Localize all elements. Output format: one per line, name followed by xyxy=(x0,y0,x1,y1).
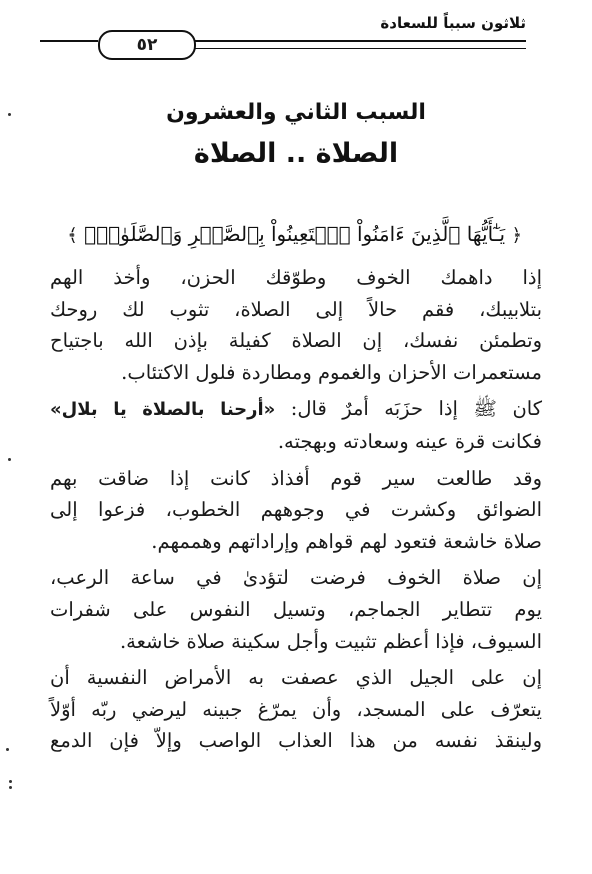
page-header xyxy=(56,10,526,56)
verse-close-bracket: ﴾ xyxy=(67,225,78,246)
paragraph xyxy=(50,662,542,757)
header-rule xyxy=(192,40,526,49)
text-line: وتطمئن نفسك، إن الصلاة كفيلة بإذن الله باجتياح xyxy=(50,329,542,353)
text-line: بتلابيبك، فقم حالاً إلى الصلاة، تثوب لك روحك xyxy=(50,297,542,321)
page-number: ٥٢ xyxy=(98,30,196,60)
verse-open-bracket: ﴿ xyxy=(511,225,522,246)
chapter-kicker: السبب الثاني والعشرون xyxy=(166,100,426,125)
hadith-quote: «أرحنا بالصلاة يا بلال» xyxy=(50,399,276,421)
text-line: السيوف، فإذا أعظم تثبيت وأجل سكينة صلاة خاشعة. xyxy=(119,629,542,653)
text-line: فكانت قرة عينه وسعادته وبهجته. xyxy=(277,429,542,453)
paragraph xyxy=(50,262,542,388)
text-line: إن صلاة الخوف فرضت لتؤدىٰ في ساعة الرعب، xyxy=(50,566,542,590)
text-line: الضوائق وكشرت في وجوههم الخطوب، فزعوا إلى xyxy=(50,498,542,522)
paragraph xyxy=(50,393,542,457)
header-rule-tail xyxy=(40,40,98,42)
text-line: ولينقذ نفسه من هذا العذاب الواصب وإلاّ فإن الدمع xyxy=(50,729,542,753)
hadith-lead: كان ﷺ إذا حزَبَه أمرٌ قال: xyxy=(275,397,542,421)
text-line: مستعمرات الأحزان والغموم ومطاردة فلول الاكتئاب. xyxy=(121,360,542,384)
text-line xyxy=(50,393,542,426)
paragraph xyxy=(50,463,542,558)
text-line: إذا داهمك الخوف وطوّقك الحزن، وأخذ الهم xyxy=(50,266,542,289)
margin-speck xyxy=(8,113,11,116)
text-line: وقد طالعت سير قوم أفذاذ كانت إذا ضاقت بهم xyxy=(50,466,542,490)
margin-speck xyxy=(9,786,12,789)
paragraph xyxy=(50,562,542,657)
text-line: يوم تتطاير الجماجم، وتسيل النفوس على شفرات xyxy=(50,597,542,621)
margin-speck xyxy=(8,458,11,461)
chapter-title: الصلاة .. الصلاة xyxy=(193,138,399,169)
running-title: ثلاثون سبباً للسعادة xyxy=(380,14,526,32)
text-line: يتعرّف على المسجد، وأن يمرّغ جبينه ليرضي ربّه أوّلاً xyxy=(50,697,542,721)
verse-text: يَـٰٓأَيُّهَا ٱلَّذِينَ ءَامَنُواْ ٱسۡتَعِينُواْ بِٱلصَّبۡرِ وَٱلصَّلَوٰةِۚ xyxy=(84,222,506,246)
body-text xyxy=(50,262,542,762)
quran-verse xyxy=(67,222,522,246)
text-line: صلاة خاشعة فتعود لهم قواهم وإراداتهم وهممهم. xyxy=(151,529,542,553)
margin-speck xyxy=(6,748,9,751)
text-line: إن على الجيل الذي عصفت به الأمراض النفسية أن xyxy=(50,666,542,690)
margin-speck xyxy=(9,780,12,783)
